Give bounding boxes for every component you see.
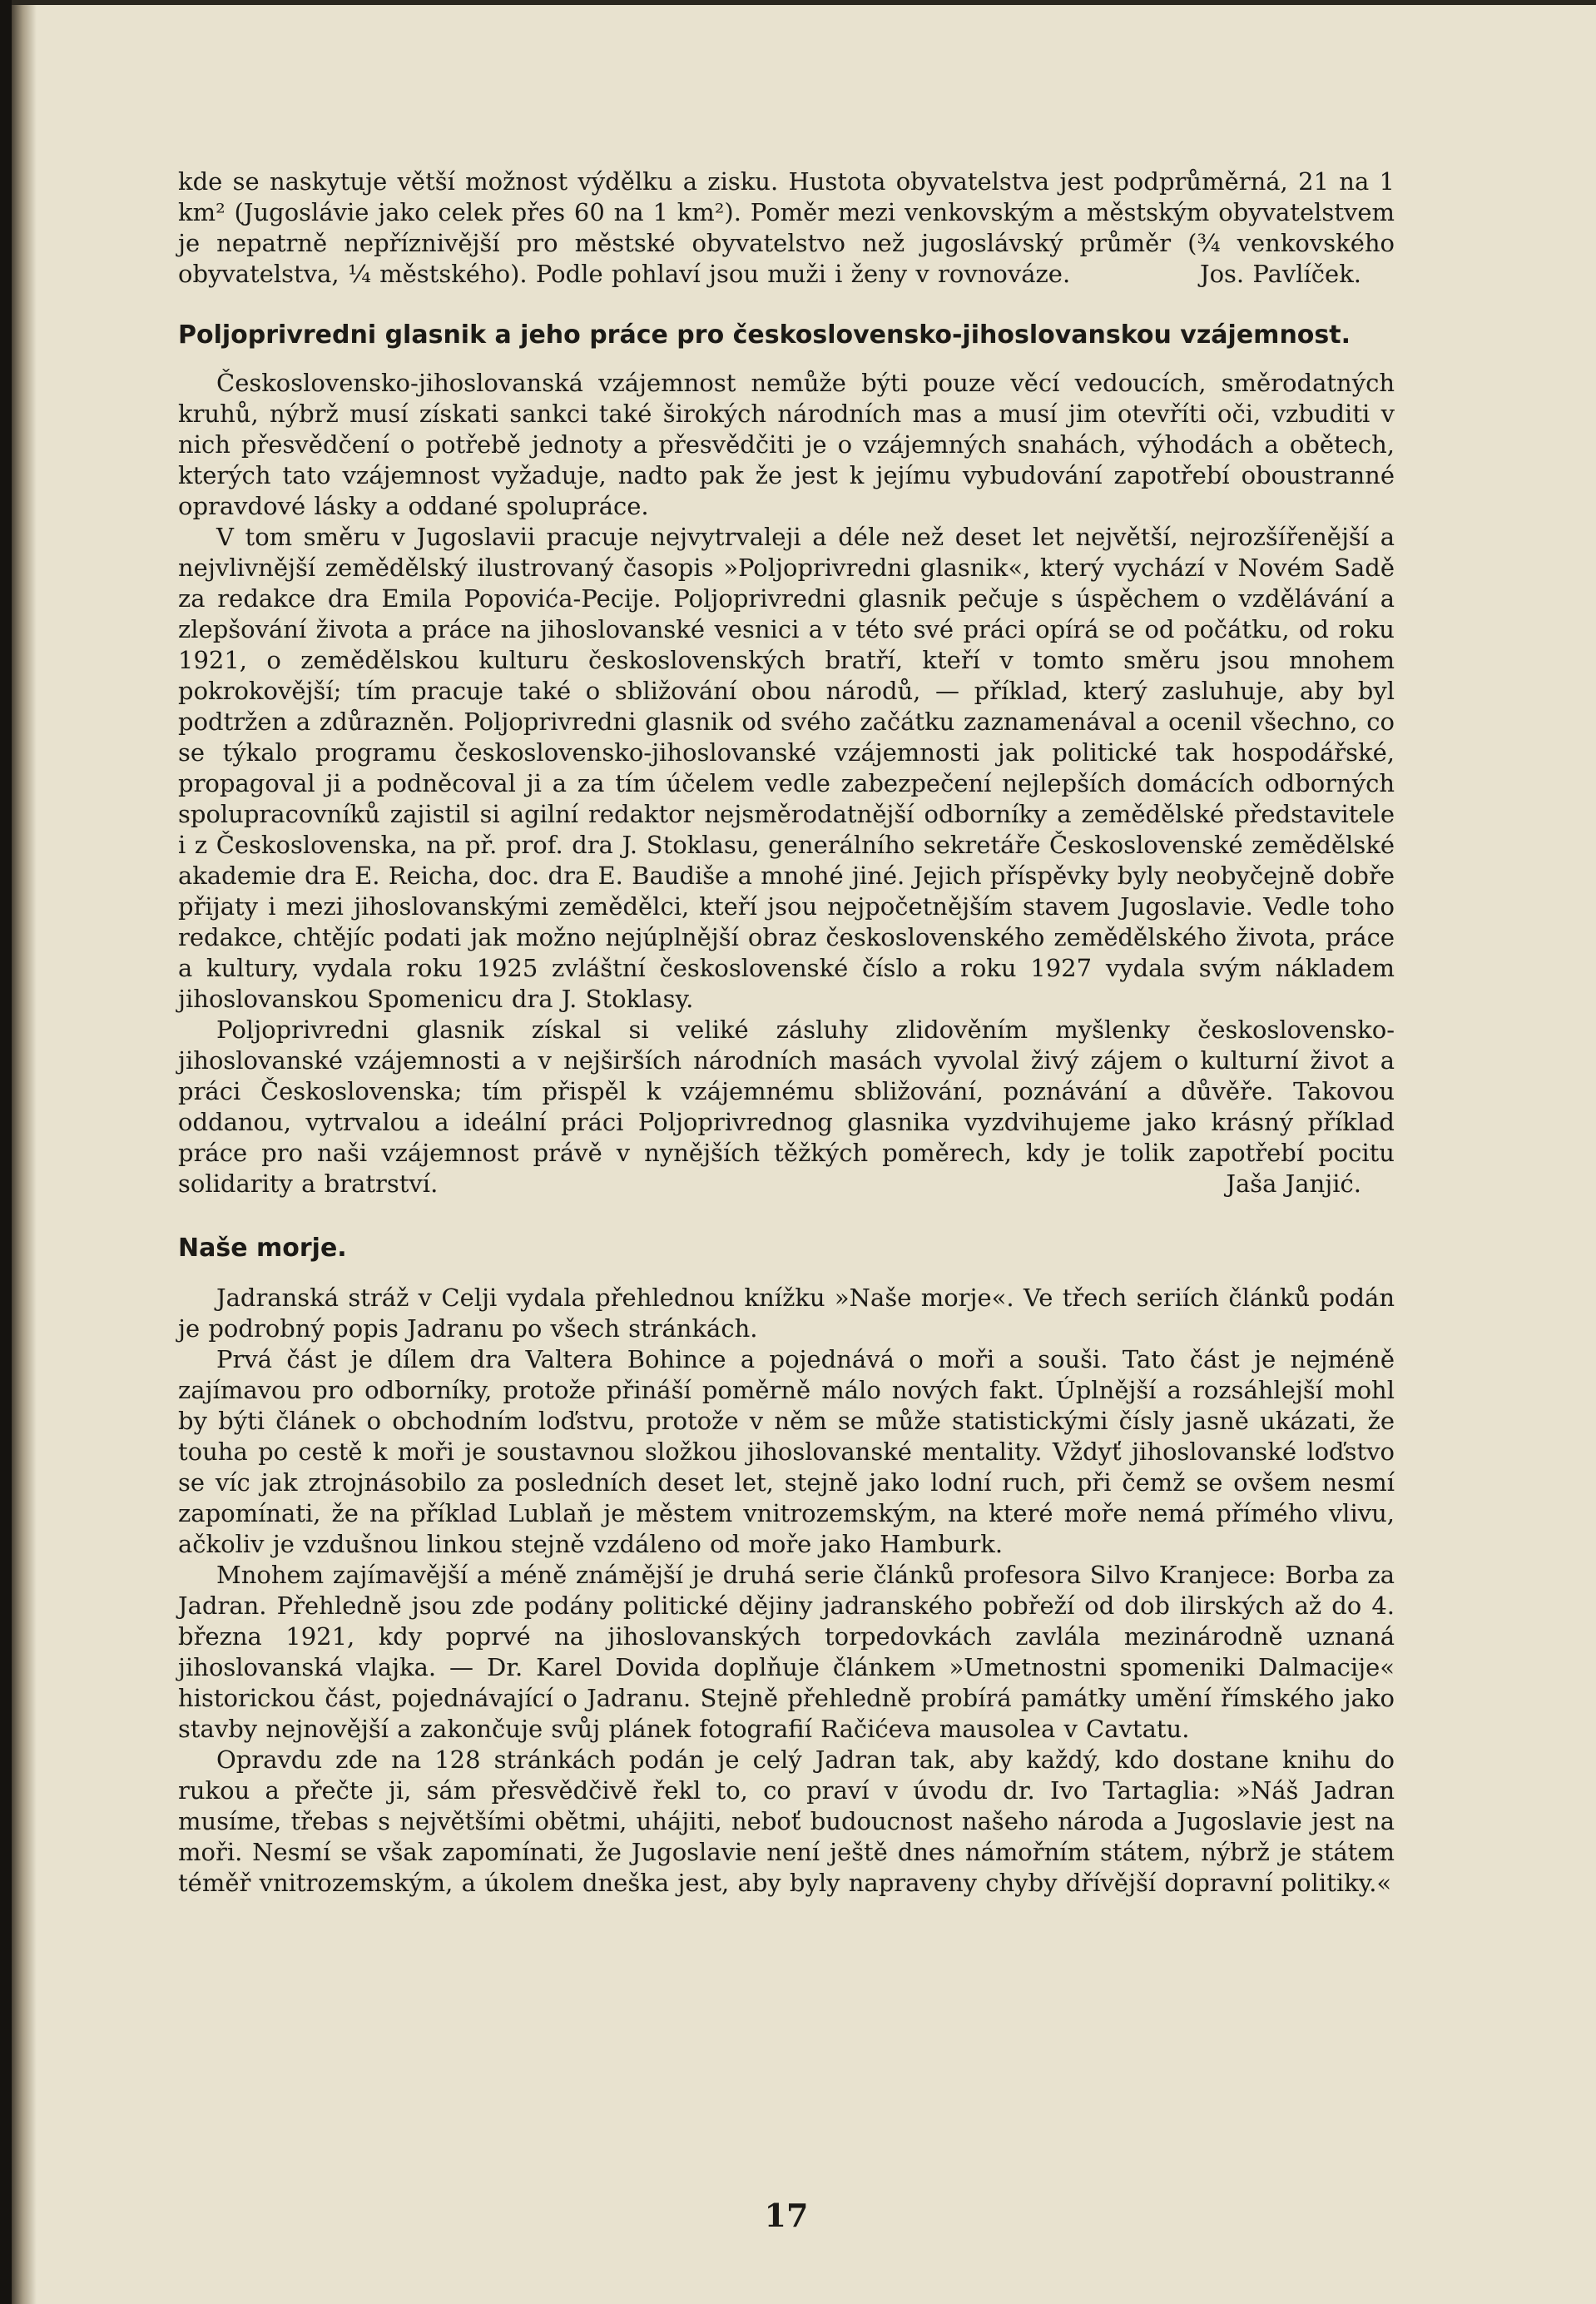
article-paragraph: Jadranská stráž v Celji vydala přehlednou knížku »Naše morje«. Ve třech seriích článků podán je podrobný popis Jadranu po všech stránkách. [178, 1284, 1395, 1343]
binding-shadow [12, 0, 37, 2304]
article-paragraph: Opravdu zde na 128 stránkách podán je celý Jadran tak, aby každý, kdo dostane knihu do rukou a přečte ji, sám přesvědčivě řekl to, co praví v úvodu dr. Ivo Tartaglia: »Náš Jadran musíme, třebas s největšími obětmi, uhájiti, neboť budoucnost našeho národa a Jugoslavie jest na moři. Nesmí se však zapomínati, že Jugoslavie není ještě dnes námořním státem, nýbrž je státem téměř vnitrozemským, a úkolem dneška jest, aby byly napraveny chyby dřívější dopravní politiky.« [178, 1745, 1395, 1897]
page-number: 17 [764, 2197, 809, 2234]
page-content [178, 166, 1395, 2264]
article-heading: Naše morje. [178, 1234, 347, 1263]
article-paragraph: Prvá část je dílem dra Valtera Bohince a pojednává o moři a souši. Tato část je nejméně zajímavou pro odborníky, protože přináší poměrně málo nových fakt. Úplnější a rozsáhlejší mohl by býti článek o obchodním loďstvu, protože v něm se může statistickými čísly jasně ukázati, že touha po cestě k moři je soustavnou složkou jihoslovanské mentality. Vždyť jihoslovanské loďstvo se víc jak ztrojnásobilo za posledních deset let, stejně jako lodní ruch, při čemž se ovšem nesmí zapomínati, že na příklad Lublaň je městem vnitrozemským, na které moře nemá přímého vlivu, ačkoliv je vzdušnou linkou stejně vzdáleno od moře jako Hamburk. [178, 1345, 1395, 1558]
author-signature: Jaša Janjić. [1226, 1169, 1361, 1198]
article-heading: Poljoprivredni glasnik a jeho práce pro československo-jihoslovanskou vzájemnost. [178, 320, 1351, 350]
top-edge [12, 0, 1596, 5]
paragraph-text: Poljoprivredni glasnik získal si veliké zásluhy zlidověním myšlenky československo-jihoslovanské vzájemnosti a v nejširších národních masách vyvolal živý zájem o kulturní život a práci Československa; tím přispěl k vzájemnému sbližování, poznávání a důvěře. Takovou oddanou, vytrvalou a ideální práci Poljoprivrednog glasnika vyzdvihujeme jako krásný příklad práce pro naši vzájemnost právě v nynějších těžkých poměrech, kdy je tolik zapotřebí pocitu solidarity a bratrství. [178, 1015, 1395, 1198]
article-poljoprivredni-glasnik [178, 320, 1395, 1199]
article-nase-morje [178, 1233, 1395, 1899]
binding-edge [0, 0, 12, 2304]
article-paragraph: Mnohem zajímavější a méně známější je druhá serie článků profesora Silvo Kranjece: Borba za Jadran. Přehledně jsou zde podány politické dějiny jadranského pobřeží od dob ilirských až do 4. března 1921, kdy poprvé na jihoslovanských torpedovkách zavlála mezinárodně uznaná jihoslovanská vlajka. — Dr. Karel Dovida doplňuje článkem »Umetnostni spomeniki Dalmacije« historickou část, pojednávající o Jadranu. Stejně přehledně probírá památky umění římského jako stavby nejnovější a zakončuje svůj plánek fotografií Račićeva mausolea v Cavtatu. [178, 1561, 1395, 1743]
author-signature: Jos. Pavlíček. [1199, 260, 1361, 288]
continuation-paragraph [178, 166, 1395, 290]
article-paragraph: Československo-jihoslovanská vzájemnost nemůže býti pouze věcí vedoucích, směrodatných kruhů, nýbrž musí získati sankci také širokých národních mas a musí jim otevříti oči, vzbuditi v nich přesvědčení o potřebě jednoty a přesvědčiti je o vzájemných snahách, výhodách a obětech, kterých tato vzájemnost vyžaduje, nadto pak že jest k jejímu vybudování zapotřebí oboustranné opravdové lásky a oddané spolupráce. [178, 369, 1395, 520]
article-continuation [178, 166, 1395, 290]
article-paragraph: V tom směru v Jugoslavii pracuje nejvytrvaleji a déle než deset let největší, nejrozšířenější a nejvlivnější zemědělský ilustrovaný časopis »Poljoprivredni glasnik«, který vychází v Novém Sadě za redakce dra Emila Popovića-Pecije. Poljoprivredni glasnik pečuje s úspěchem o vzdělávání a zlepšování života a práce na jihoslovanské vesnici a v této své práci opírá se od počátku, od roku 1921, o zemědělskou kulturu československých bratří, kteří v tomto směru jsou mnohem pokrokovější; tím pracuje také o sbližování obou národů, — příklad, který zasluhuje, aby byl podtržen a zdůrazněn. Poljoprivredni glasnik od svého začátku zaznamenával a ocenil všechno, co se týkalo programu československo-jihoslovanské vzájemnosti jak politické tak hospodářské, propagoval ji a podněcoval ji a za tím účelem vedle zabezpečení nejlepších domácích odborných spolupracovníků zajistil si agilní redaktor nejsměrodatnější odborníky a zemědělské představitele i z Československa, na př. prof. dra J. Stoklasu, generálního sekretáře Československé zemědělské akademie dra E. Reicha, doc. dra E. Baudiše a mnohé jiné. Jejich příspěvky byly neobyčejně dobře přijaty i mezi jihoslovanskými zemědělci, kteří jsou nejpočetnějším stavem Jugoslavie. Vedle toho redakce, chtějíc podati jak možno nejúplnější obraz československého zemědělského života, práce a kultury, vydala roku 1925 zvláštní československé číslo a roku 1927 vydala svým nákladem jihoslovanskou Spomenicu dra J. Stoklasy. [178, 523, 1395, 1013]
continuation-text: kde se naskytuje větší možnost výdělku a zisku. Hustota obyvatelstva jest podprůměrná, 21 na 1 km² (Jugoslávie jako celek přes 60 na 1 km²). Poměr mezi venkovským a městským obyvatelstvem je nepatrně nepříznivější pro městské obyvatelstvo než jugoslávský průměr (¾ venkovského obyvatelstva, ¼ městského). Podle pohlaví jsou muži i ženy v rovnováze. [178, 167, 1395, 288]
article-paragraph [178, 1015, 1395, 1199]
